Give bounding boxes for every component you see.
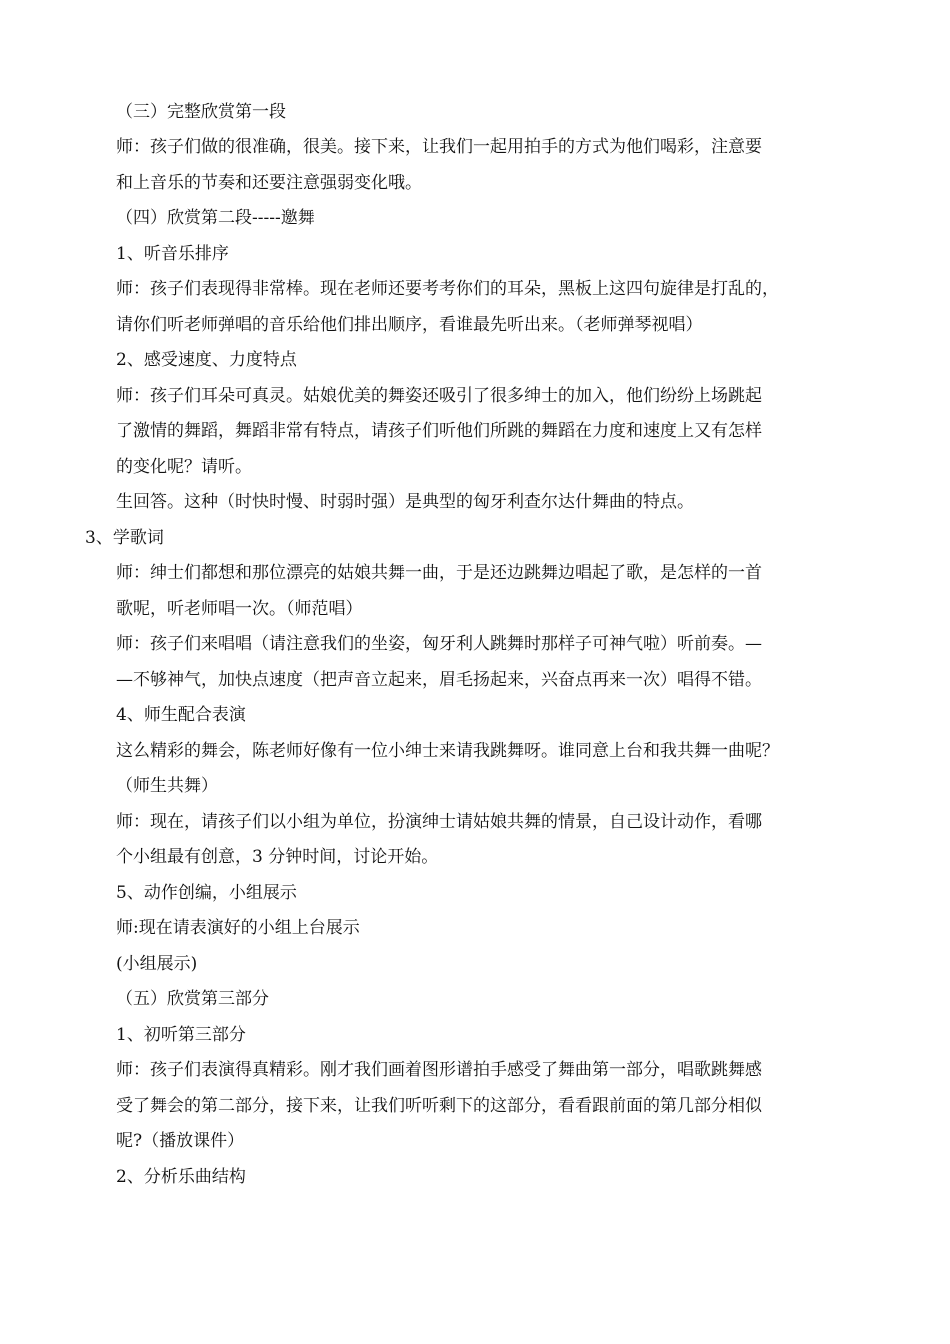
paragraph-line: 和上音乐的节奏和还要注意强弱变化哦。 [116, 173, 422, 193]
subsection-heading: 2、感受速度、力度特点 [116, 350, 297, 370]
paragraph-line: 的变化呢？请听。 [116, 457, 252, 477]
paragraph-line: 师:现在请表演好的小组上台展示 [116, 918, 360, 938]
paragraph-line: 师：孩子们耳朵可真灵。姑娘优美的舞姿还吸引了很多绅士的加入，他们纷纷上场跳起 [116, 386, 762, 406]
section-heading: （四）欣赏第二段-----邀舞 [116, 208, 315, 228]
paragraph-line: 师：孩子们表演得真精彩。刚才我们画着图形谱拍手感受了舞曲第一部分，唱歌跳舞感 [116, 1060, 762, 1080]
subsection-heading: 1、听音乐排序 [116, 244, 229, 264]
section-heading: （三）完整欣赏第一段 [116, 102, 286, 122]
paragraph-line: 受了舞会的第二部分，接下来，让我们听听剩下的这部分，看看跟前面的第几部分相似 [116, 1096, 762, 1116]
paragraph-line: 了激情的舞蹈，舞蹈非常有特点，请孩子们听他们所跳的舞蹈在力度和速度上又有怎样 [116, 421, 762, 441]
subsection-heading: 4、师生配合表演 [116, 705, 246, 725]
paragraph-line: —不够神气，加快点速度（把声音立起来，眉毛扬起来，兴奋点再来一次）唱得不错。 [116, 670, 762, 690]
paragraph-line: 师：绅士们都想和那位漂亮的姑娘共舞一曲，于是还边跳舞边唱起了歌，是怎样的一首 [116, 563, 762, 583]
paragraph-line: 师：孩子们来唱唱（请注意我们的坐姿，匈牙利人跳舞时那样子可神气啦）听前奏。— [116, 634, 762, 654]
paragraph-line: 师：孩子们表现得非常棒。现在老师还要考考你们的耳朵，黑板上这四句旋律是打乱的， [116, 279, 779, 299]
paragraph-line: 师：现在，请孩子们以小组为单位，扮演绅士请姑娘共舞的情景，自己设计动作，看哪 [116, 812, 762, 832]
paragraph-line: 师：孩子们做的很准确，很美。接下来，让我们一起用拍手的方式为他们喝彩，注意要 [116, 137, 762, 157]
section-heading: （五）欣赏第三部分 [116, 989, 269, 1009]
subsection-heading: 3、学歌词 [85, 528, 164, 548]
paragraph-line: (小组展示) [116, 954, 198, 974]
paragraph-line: 呢?（播放课件） [116, 1131, 245, 1151]
paragraph-line: 这么精彩的舞会，陈老师好像有一位小绅士来请我跳舞呀。谁同意上台和我共舞一曲呢？ [116, 741, 779, 761]
paragraph-line: 生回答。这种（时快时慢、时弱时强）是典型的匈牙利查尔达什舞曲的特点。 [116, 492, 694, 512]
subsection-heading: 1、初听第三部分 [116, 1025, 246, 1045]
paragraph-line: 歌呢，听老师唱一次。（师范唱） [116, 599, 363, 619]
paragraph-line: 请你们听老师弹唱的音乐给他们排出顺序，看谁最先听出来。（老师弹琴视唱） [116, 315, 703, 335]
paragraph-line: （师生共舞） [116, 776, 218, 796]
paragraph-line: 个小组最有创意，3 分钟时间，讨论开始。 [116, 847, 439, 867]
subsection-heading: 2、分析乐曲结构 [116, 1167, 246, 1187]
subsection-heading: 5、动作创编，小组展示 [116, 883, 297, 903]
